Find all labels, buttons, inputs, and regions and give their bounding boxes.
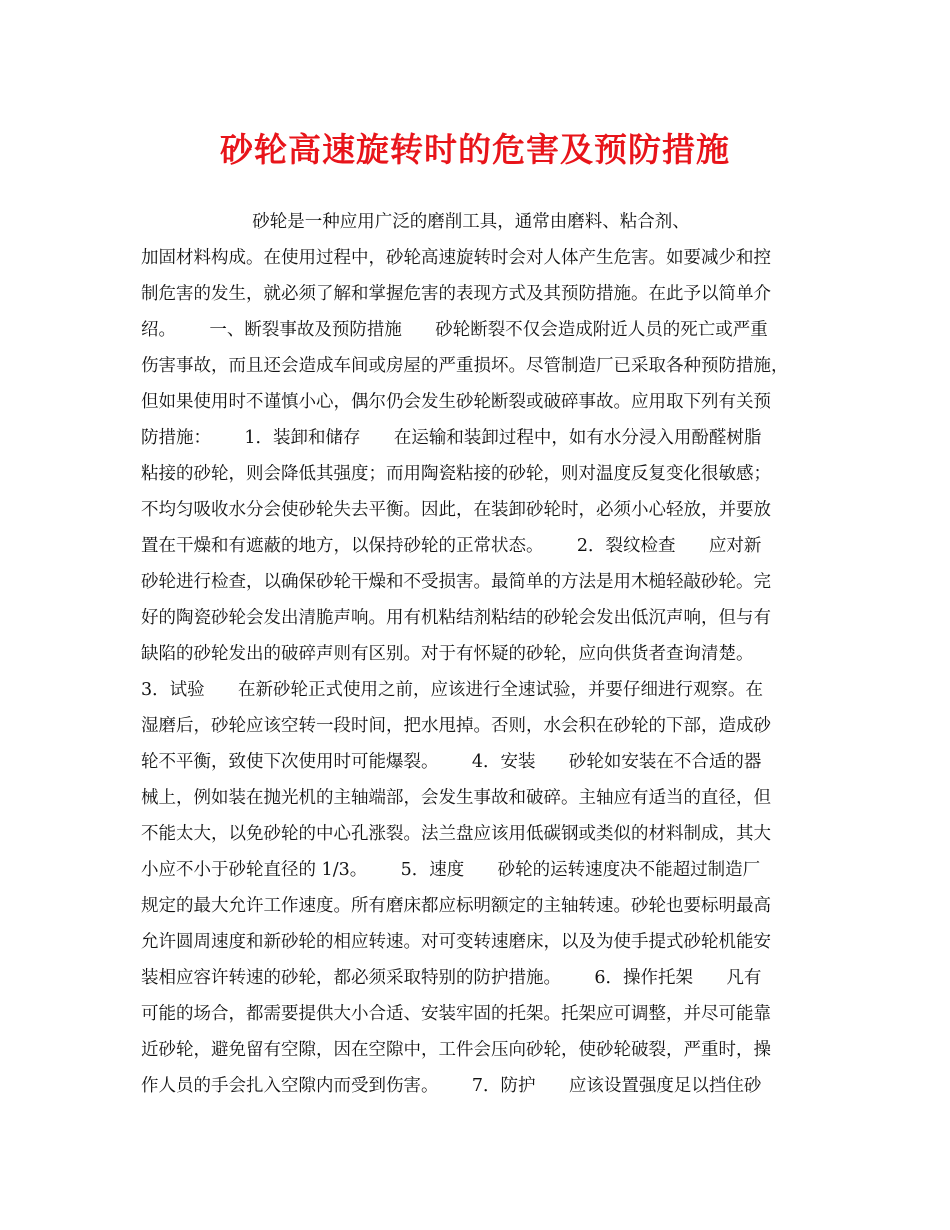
body-line: 近砂轮，避免留有空隙，因在空隙中，工件会压向砂轮，使砂轮破裂，严重时，操 (141, 1040, 771, 1060)
body-line: 好的陶瓷砂轮会发出清脆声响。用有机粘结剂粘结的砂轮会发出低沉声响，但与有 (141, 608, 771, 628)
body-line: 制危害的发生，就必须了解和掌握危害的表现方式及其预防措施。在此予以简单介 (141, 284, 771, 304)
document-body (141, 204, 813, 1104)
body-line: 小应不小于砂轮直径的 1/3。 5．速度 砂轮的运转速度决不能超过制造厂 (141, 860, 761, 880)
body-line: 轮不平衡，致使下次使用时可能爆裂。 4．安装 砂轮如安装在不合适的器 (141, 752, 762, 772)
body-line: 绍。 一、断裂事故及预防措施 砂轮断裂不仅会造成附近人员的死亡或严重 (141, 320, 768, 340)
body-line: 作人员的手会扎入空隙内而受到伤害。 7．防护 应该设置强度足以挡住砂 (141, 1076, 762, 1096)
body-line: 湿磨后，砂轮应该空转一段时间，把水甩掉。否则，水会积在砂轮的下部，造成砂 (141, 716, 771, 736)
body-line: 砂轮是一种应用广泛的磨削工具，通常由磨料、粘合剂、 (141, 212, 690, 232)
body-line: 械上，例如装在抛光机的主轴端部，会发生事故和破碎。主轴应有适当的直径，但 (141, 788, 771, 808)
document-title: 砂轮高速旋转时的危害及预防措施 (220, 130, 730, 169)
body-line: 置在干燥和有遮蔽的地方，以保持砂轮的正常状态。 2．裂纹检查 应对新 (141, 536, 762, 556)
body-line: 伤害事故，而且还会造成车间或房屋的严重损坏。尽管制造厂已采取各种预防措施， (141, 356, 789, 376)
body-line: 砂轮进行检查，以确保砂轮干燥和不受损害。最简单的方法是用木槌轻敲砂轮。完 (141, 572, 771, 592)
body-line: 防措施： 1．装卸和储存 在运输和装卸过程中，如有水分浸入用酚醛树脂 (141, 428, 762, 448)
body-line: 装相应容许转速的砂轮，都必须采取特别的防护措施。 6．操作托架 凡有 (141, 968, 762, 988)
body-line: 不均匀吸收水分会使砂轮失去平衡。因此，在装卸砂轮时，必须小心轻放，并要放 (141, 500, 771, 520)
body-line: 规定的最大允许工作速度。所有磨床都应标明额定的主轴转速。砂轮也要标明最高 (141, 896, 771, 916)
body-line: 加固材料构成。在使用过程中，砂轮高速旋转时会对人体产生危害。如要减少和控 (141, 248, 771, 268)
body-line: 但如果使用时不谨慎小心，偶尔仍会发生砂轮断裂或破碎事故。应用取下列有关预 (141, 392, 771, 412)
body-line: 不能太大，以免砂轮的中心孔涨裂。法兰盘应该用低碳钢或类似的材料制成，其大 (141, 824, 771, 844)
body-line: 可能的场合，都需要提供大小合适、安装牢固的托架。托架应可调整，并尽可能靠 (141, 1004, 771, 1024)
body-line: 粘接的砂轮，则会降低其强度；而用陶瓷粘接的砂轮，则对温度反复变化很敏感； (141, 464, 771, 484)
body-line: 3．试验 在新砂轮正式使用之前，应该进行全速试验，并要仔细进行观察。在 (141, 680, 764, 700)
body-line: 允许圆周速度和新砂轮的相应转速。对可变转速磨床，以及为使手提式砂轮机能安 (141, 932, 771, 952)
body-line: 缺陷的砂轮发出的破碎声则有区别。对于有怀疑的砂轮，应向供货者查询清楚。 (141, 644, 754, 664)
